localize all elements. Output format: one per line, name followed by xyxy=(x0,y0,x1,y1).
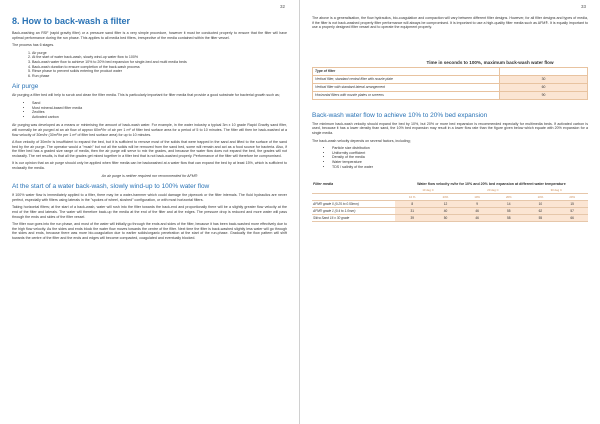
wind-up-paragraph-3: The filter now goes into the run phase, and most of the water will initially go through the ends and sides of the filter, because it has been back-washed more effectively due to the high flow velocity. As the sides and ends block the water flow moves towards the centre of the filter. Next time the filter is back-washed slightly less water will go through the sides and ends, because there was more bio-coagulation due to earlier solids/organic penetration at the start of the run-phase. Gradually the flow pattern will shift towards the centre of the filter and the ends and edges will become compacted, coagulated and eventually blocked. xyxy=(12,222,287,240)
table-cell: 60 xyxy=(500,83,588,91)
table-header: 30 deg C xyxy=(525,187,588,194)
air-purge-paragraph-2: Air purging was developed as a means or minimising the amount of back-wash water. For example, in the water industry a typical 3m x 10 grade Rapid Gravity sand filter, will normally be air purged at an air flow of approx 60m³/hr of air per 1 m² of filter bed surface area for a period of 5 to 10 minutes. The filter will then be back-washed at a flow velocity of 30m/hr (30m³/hr per 1 m² of filter bed surface area) for up to 10 minutes. xyxy=(12,123,287,137)
backwash-time-table-title: Time in seconds to 100%, maximum back-wash water flow xyxy=(426,59,554,65)
air-purge-heading: Air purge xyxy=(12,83,39,91)
wind-up-paragraph-1: If 100% water flow is immediately applied to a filter, there may be a water-hammer which could damage the pipework or the filter internals. The fluid hydraulics are never perfect, especially with filters using laterals in the "spokes of wheel, sloshed" configuration, or with most horizontal filters. xyxy=(12,193,287,202)
table-cell: 15 xyxy=(556,201,588,208)
table-row xyxy=(312,201,588,208)
table-cell xyxy=(500,67,588,75)
table-row xyxy=(313,67,588,75)
backwash-time-table-wrap xyxy=(312,60,588,100)
table-header: 10% xyxy=(461,194,493,201)
table-cell: 14 xyxy=(493,201,525,208)
table-cell: 90 xyxy=(500,91,588,99)
page-number: 32 xyxy=(279,4,285,9)
list-item: 1. Air purge xyxy=(32,51,287,56)
table-row xyxy=(313,75,588,83)
table-cell: 40 xyxy=(430,208,462,215)
table-header: 20 deg C xyxy=(461,187,524,194)
table-header: 20% xyxy=(493,194,525,201)
list-item: 3. Back-wash water flow to achieve 10% to 20% bed expansion for single-bed and multi media beds xyxy=(32,60,287,65)
table-cell: 30 xyxy=(500,75,588,83)
stages-list xyxy=(12,51,287,79)
list-item: 4. Back-wash duration to ensure completion of the back-wash process xyxy=(32,65,287,70)
table-cell: 58 xyxy=(493,215,525,222)
wind-up-heading: At the start of a water back-wash, slowly wind-up to 100% water flow xyxy=(12,183,210,191)
table-cell: 66 xyxy=(556,215,588,222)
list-item: • TDS / salinity of the water xyxy=(332,165,588,170)
table-row xyxy=(312,215,588,222)
page-number: 33 xyxy=(580,4,586,9)
table-cell: 50 xyxy=(430,215,462,222)
table-row xyxy=(312,194,588,201)
table-cell: Silica Sand 16 x 30 grade xyxy=(312,215,395,222)
table-cell: 55 xyxy=(525,215,557,222)
table-header: 10 % xyxy=(395,194,430,201)
section-heading: 8. How to back-wash a filter xyxy=(12,16,131,26)
list-item: • Uniformity coefficient xyxy=(332,151,588,156)
intro-paragraph: The above is a generalisation, the flow hydraulics, bio-coagulation and compaction will vary between different filter designs. However, for all filter designs and types of media, if the filter is not back-washed properly filter performance will always be compromised. It is important to use a high-quality filter media such as AFM®. It is equally important to use a properly designed filter vessel and to operate the equipment properly. xyxy=(312,16,588,30)
air-purge-paragraph-3: A flow velocity of 30m/hr is insufficient to expand the bed, but it is sufficient to remove most of the solids that were trapped in the sand and lifted to the surface of the sand bed by the air purge. The operator would a "mush" but not all the solids will be removed from the sand bed, some will remain and act as a food source for bacteria. Also, if the filter bed has a graded size range of media, then the air purge will serve to mix the grades, and because the water flow does not expand the bed, the grades will not reclassify. The net results, is that all the grades get mixed together in a filter bed that is not back-washed properly. Performance of the filter will therefore be compromised. xyxy=(12,140,287,158)
table-cell: 9 xyxy=(461,201,493,208)
list-item: 6. Run phase xyxy=(32,74,287,79)
right-page xyxy=(300,0,600,424)
list-item: • Sand xyxy=(32,101,287,106)
table-header: 10 deg C xyxy=(395,187,462,194)
intro-paragraph: Back-washing an RSF (rapid gravity filter) or a pressure sand filter is a very simple procedure, however it must be conducted properly to ensure that the filter will have optimal performance during the run phase. This applies to all media bed filters, irrespective of the media contained within the filter vessel. xyxy=(12,31,287,40)
list-item: • Water temperature xyxy=(332,160,588,165)
table-cell: 8 xyxy=(395,201,430,208)
table-cell xyxy=(312,194,395,201)
table-row xyxy=(312,208,588,215)
wind-up-paragraph-2: Taking horizontal filters; at the start of a back-wash, water will rush into the filter towards the back-end and proportionally there will be a slightly greater flow velocity at the end of the filter and laterals. The water will therefore back-up the media at the end of the filter and at the edges. The pressure drop is reduced and more water will pass through the ends and sides of the filter vessel. xyxy=(12,205,287,219)
bed-expansion-paragraph-1: The minimum back-wash velocity should expand the bed by 10%, but 20% or more bed expansion is recommended especially for multimedia beds. If activated carbon is used, because it has a lower density than sand, the 10% bed expansion may result in a lower flow rate than the figure given below which equate with 20% expansion for a single media. xyxy=(312,121,588,135)
table-cell: 46 xyxy=(461,208,493,215)
velocity-table xyxy=(312,181,588,222)
table-header: Water flow velocity m/hr for 10% and 20% bed expansion at different water temperature xyxy=(417,182,566,187)
list-item: • Most mineral-based filter media xyxy=(32,106,287,111)
list-item: 2. At the start of water back-wash, slowly wind-up water flow to 100% xyxy=(32,55,287,60)
factors-list xyxy=(312,146,588,169)
list-item: • Particle size distribution xyxy=(332,146,588,151)
list-item: • Density of the media xyxy=(332,155,588,160)
table-cell: 62 xyxy=(525,208,557,215)
backwash-time-table xyxy=(312,67,588,100)
media-list xyxy=(12,101,287,119)
bed-expansion-heading: Back-wash water flow to achieve 10% to 20% bed expansion xyxy=(312,111,488,119)
table-cell: AFM® grade 1 (0.4 to 1.0mm) xyxy=(312,208,395,215)
list-item: 5. Rinse phase to prevent solids entering the product water xyxy=(32,69,287,74)
table-header: Filter media xyxy=(313,182,334,187)
table-cell: Vertical filter with standard lateral arrangement xyxy=(313,83,500,91)
air-purge-paragraph-4: It is our opinion that an air purge should only be applied when filter media can be backwashed at a water flow that can expand the bed by at least 15%, which is sufficient to reclassify the media. xyxy=(12,161,287,171)
table-cell: 55 xyxy=(493,208,525,215)
list-item: • Activated carbon xyxy=(32,115,287,120)
table-cell: AFM® grade 0 (0.25 to 0.50mm) xyxy=(312,201,395,208)
table-header: 10% xyxy=(525,194,557,201)
air-purge-paragraph: Air purging a filter bed will help to scrub and clean the filter media. This is particularly important for filter media that provide a good substrate for bacterial growth such as; xyxy=(12,93,280,98)
table-header: Type of filter xyxy=(313,67,500,75)
table-cell: 46 xyxy=(461,215,493,222)
table-cell: 57 xyxy=(556,208,588,215)
table-cell: Horizontal filters with nozzle plates or screens xyxy=(313,91,500,99)
table-cell: 10 xyxy=(525,201,557,208)
afm-note: An air purge is neither required nor recommended for AFM® xyxy=(101,173,198,178)
table-row xyxy=(313,83,588,91)
stages-intro: The process has 6 stages. xyxy=(12,43,55,48)
table-cell: Vertical filter, standard central filter with nozzle plate xyxy=(313,75,500,83)
table-header: 20% xyxy=(430,194,462,201)
bed-expansion-paragraph-2: The back-wash velocity depends on several factors, including; xyxy=(312,138,411,143)
list-item: • Zeolites xyxy=(32,110,287,115)
table-header: 20% xyxy=(556,194,588,201)
table-cell: 31 xyxy=(395,208,430,215)
table-cell: 12 xyxy=(430,201,462,208)
table-row xyxy=(313,91,588,99)
table-cell: 39 xyxy=(395,215,430,222)
